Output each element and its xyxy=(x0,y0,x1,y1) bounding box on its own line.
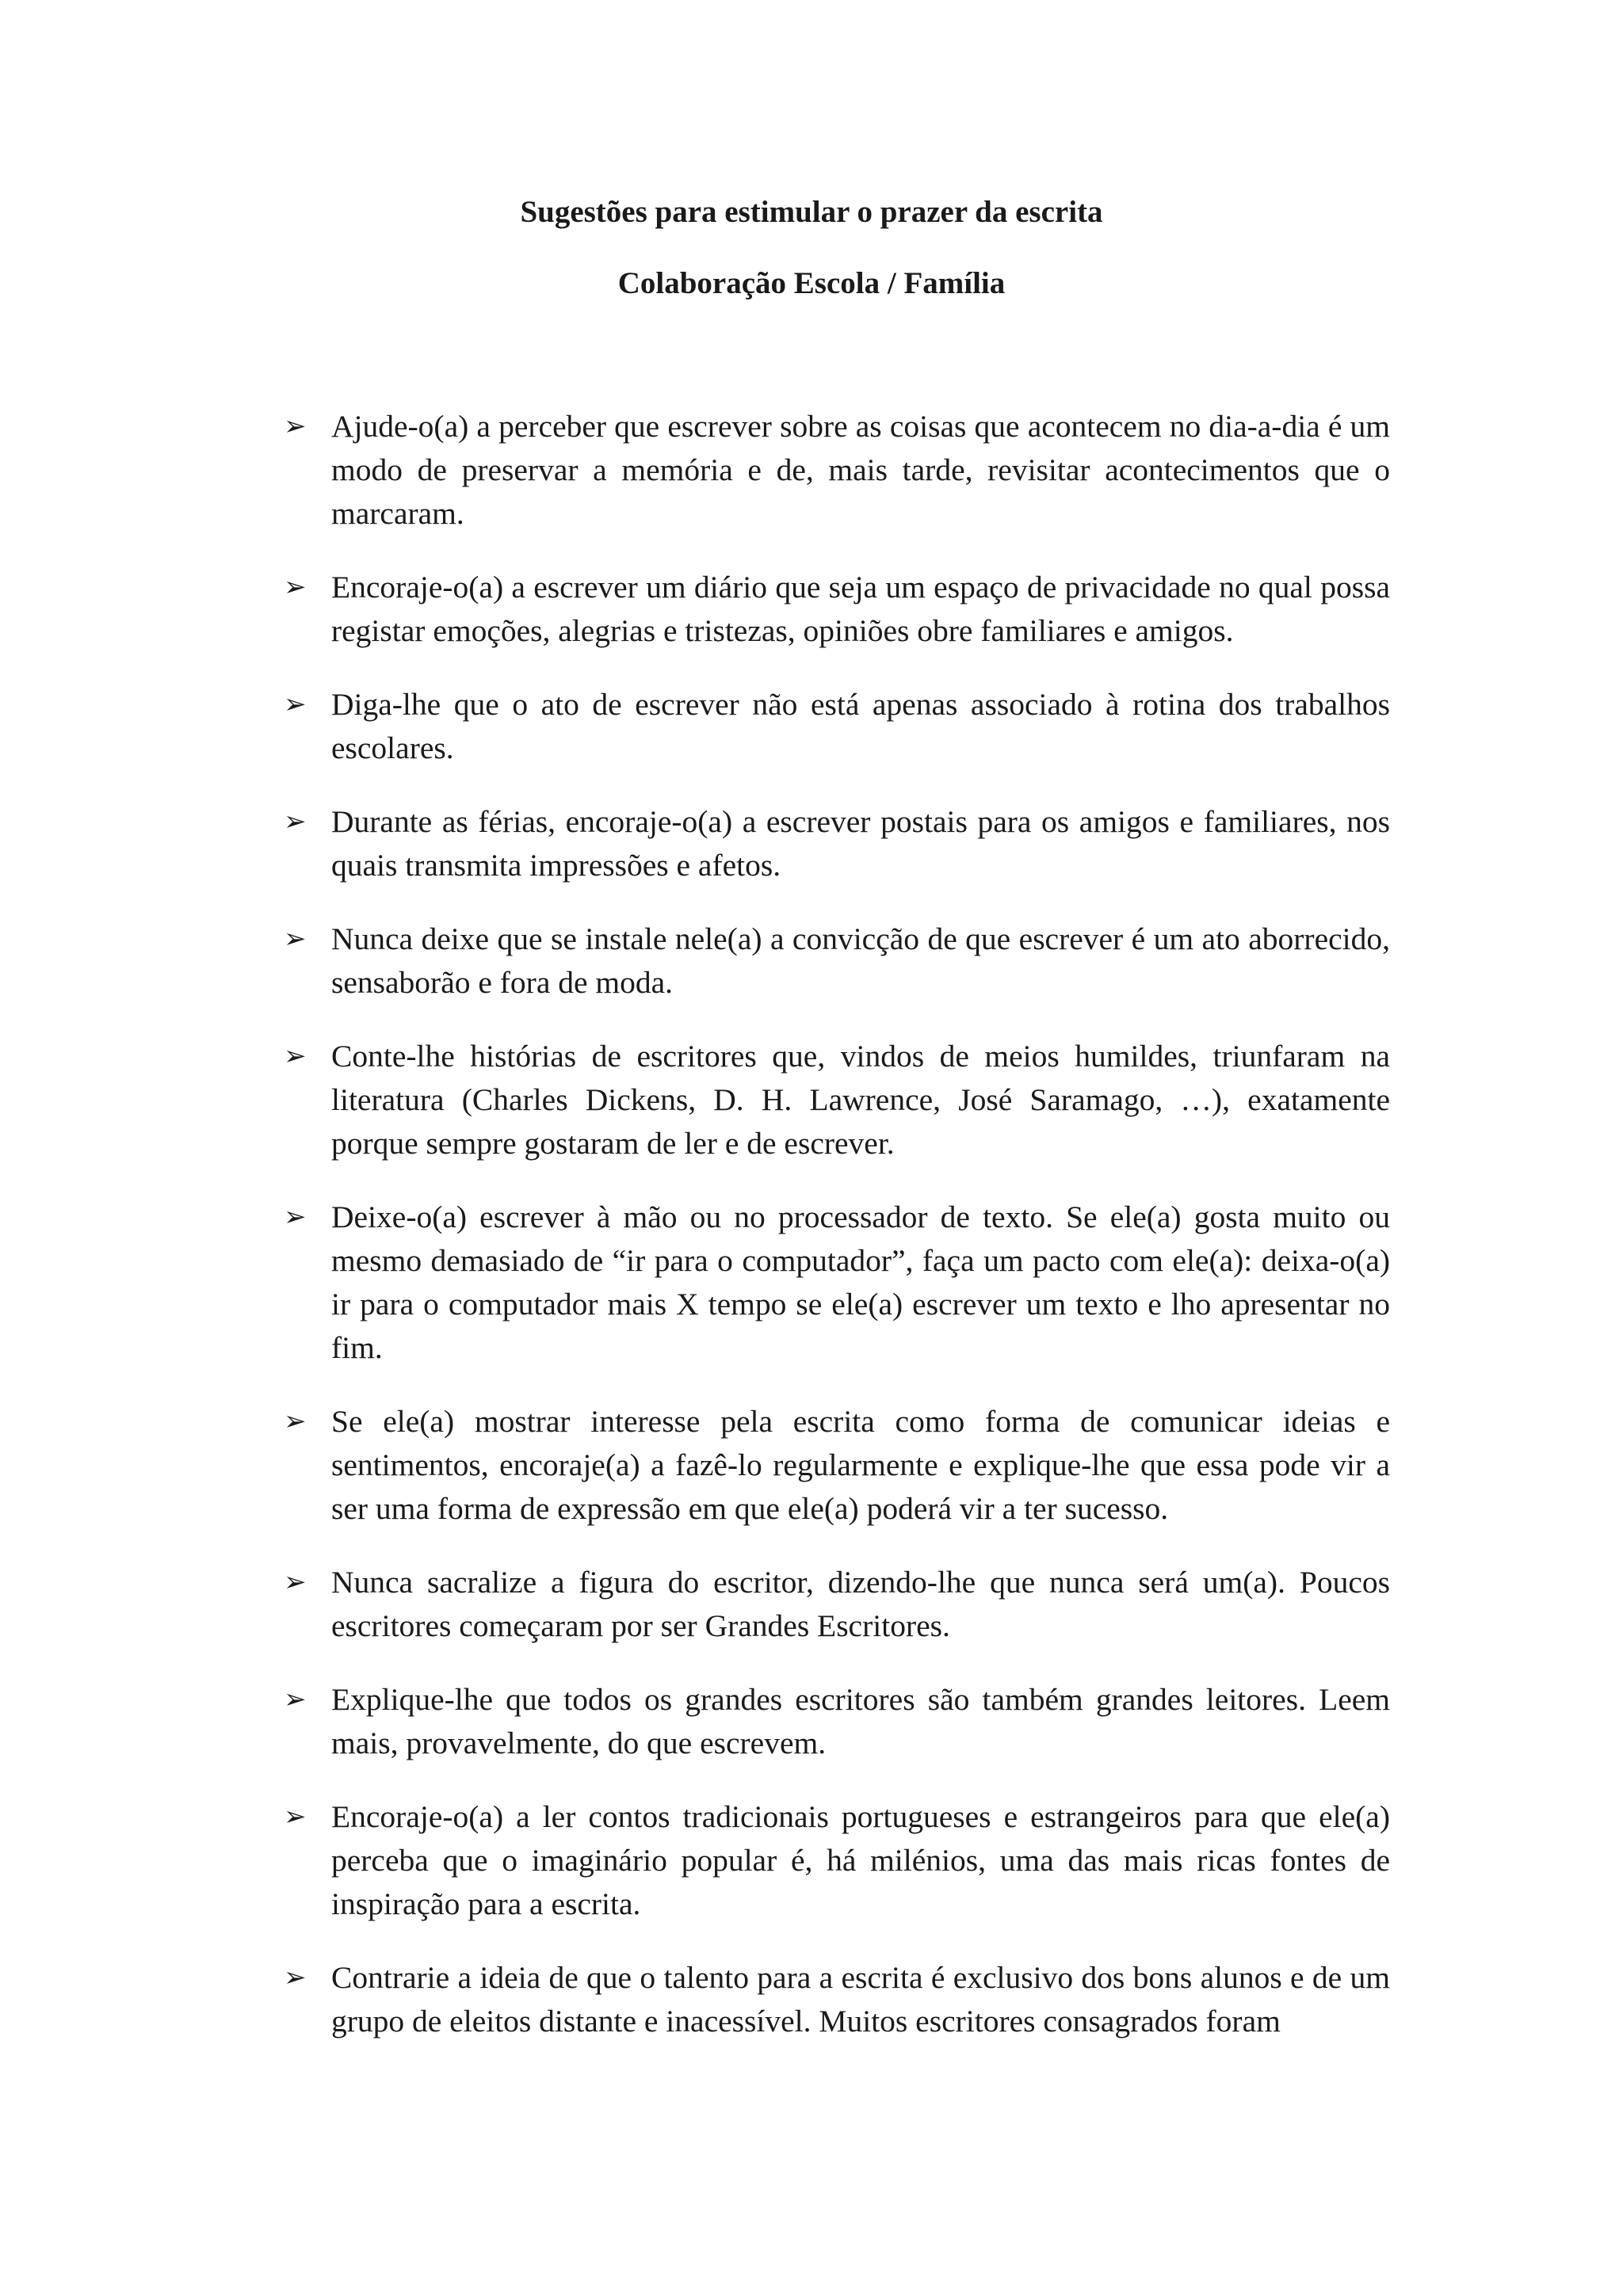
suggestions-list xyxy=(279,405,1390,2073)
list-item xyxy=(279,1400,1390,1531)
list-item-text: Explique-lhe que todos os grandes escritores são também grandes leitores. Leem mais, provavelmente, do que escrevem. xyxy=(331,1682,1390,1760)
arrowhead-bullet-icon: ➢ xyxy=(284,410,307,442)
list-item-text: Ajude-o(a) a perceber que escrever sobre as coisas que acontecem no dia-a-dia é um modo de preservar a memória e de, mais tarde, revisitar acontecimentos que o marcaram. xyxy=(331,409,1390,531)
arrowhead-bullet-icon: ➢ xyxy=(284,1684,307,1715)
arrowhead-bullet-icon: ➢ xyxy=(284,1962,307,1993)
arrowhead-bullet-icon: ➢ xyxy=(284,1201,307,1233)
list-item-text: Nunca deixe que se instale nele(a) a convicção de que escrever é um ato aborrecido, sensaborão e fora de moda. xyxy=(331,921,1390,1000)
page-title: Sugestões para estimular o prazer da escrita xyxy=(520,195,1103,229)
arrowhead-bullet-icon: ➢ xyxy=(284,923,307,955)
list-item xyxy=(279,1678,1390,1765)
list-item xyxy=(279,405,1390,536)
list-item xyxy=(279,800,1390,887)
arrowhead-bullet-icon: ➢ xyxy=(284,1566,307,1598)
list-item-text: Durante as férias, encoraje-o(a) a escrever postais para os amigos e familiares, nos quais transmita impressões e afetos. xyxy=(331,804,1390,883)
arrowhead-bullet-icon: ➢ xyxy=(284,1040,307,1072)
list-item-text: Conte-lhe histórias de escritores que, vindos de meios humildes, triunfaram na literatura (Charles Dickens, D. H. Lawrence, José Saramago, …), exatamente porque sempre gostaram de ler e de escrever. xyxy=(331,1039,1390,1161)
list-item xyxy=(279,683,1390,770)
arrowhead-bullet-icon: ➢ xyxy=(284,571,307,603)
page-subtitle: Colaboração Escola / Família xyxy=(617,266,1006,300)
list-item xyxy=(279,1035,1390,1165)
list-item xyxy=(279,1956,1390,2043)
arrowhead-bullet-icon: ➢ xyxy=(284,1801,307,1833)
list-item-text: Deixe-o(a) escrever à mão ou no processador de texto. Se ele(a) gosta muito ou mesmo demasiado de “ir para o computador”, faça um pacto com ele(a): deixa-o(a) ir para o computador mais X tempo se ele(a) escrever um texto e lho apresentar no fim. xyxy=(331,1199,1390,1365)
arrowhead-bullet-icon: ➢ xyxy=(284,806,307,837)
arrowhead-bullet-icon: ➢ xyxy=(284,1405,307,1437)
list-item xyxy=(279,566,1390,653)
list-item-text: Nunca sacralize a figura do escritor, dizendo-lhe que nunca será um(a). Poucos escritores começaram por ser Grandes Escritores. xyxy=(331,1565,1390,1643)
arrowhead-bullet-icon: ➢ xyxy=(284,688,307,720)
list-item xyxy=(279,1795,1390,1926)
list-item-text: Contrarie a ideia de que o talento para a escrita é exclusivo dos bons alunos e de um grupo de eleitos distante e inacessível. Muitos escritores consagrados foram xyxy=(331,1960,1390,2039)
list-item-text: Se ele(a) mostrar interesse pela escrita como forma de comunicar ideias e sentimentos, encoraje(a) a fazê-lo regularmente e explique-lhe que essa pode vir a ser uma forma de expressão em que ele(a) poderá vir a ter sucesso. xyxy=(331,1404,1390,1526)
list-item xyxy=(279,1196,1390,1370)
list-item xyxy=(279,1561,1390,1648)
list-item-text: Encoraje-o(a) a escrever um diário que seja um espaço de privacidade no qual possa registar emoções, alegrias e tristezas, opiniões obre familiares e amigos. xyxy=(331,570,1390,648)
list-item xyxy=(279,917,1390,1005)
list-item-text: Encoraje-o(a) a ler contos tradicionais portugueses e estrangeiros para que ele(a) perceba que o imaginário popular é, há milénios, uma das mais ricas fontes de inspiração para a escrita. xyxy=(331,1799,1390,1921)
list-item-text: Diga-lhe que o ato de escrever não está apenas associado à rotina dos trabalhos escolares. xyxy=(331,687,1390,765)
